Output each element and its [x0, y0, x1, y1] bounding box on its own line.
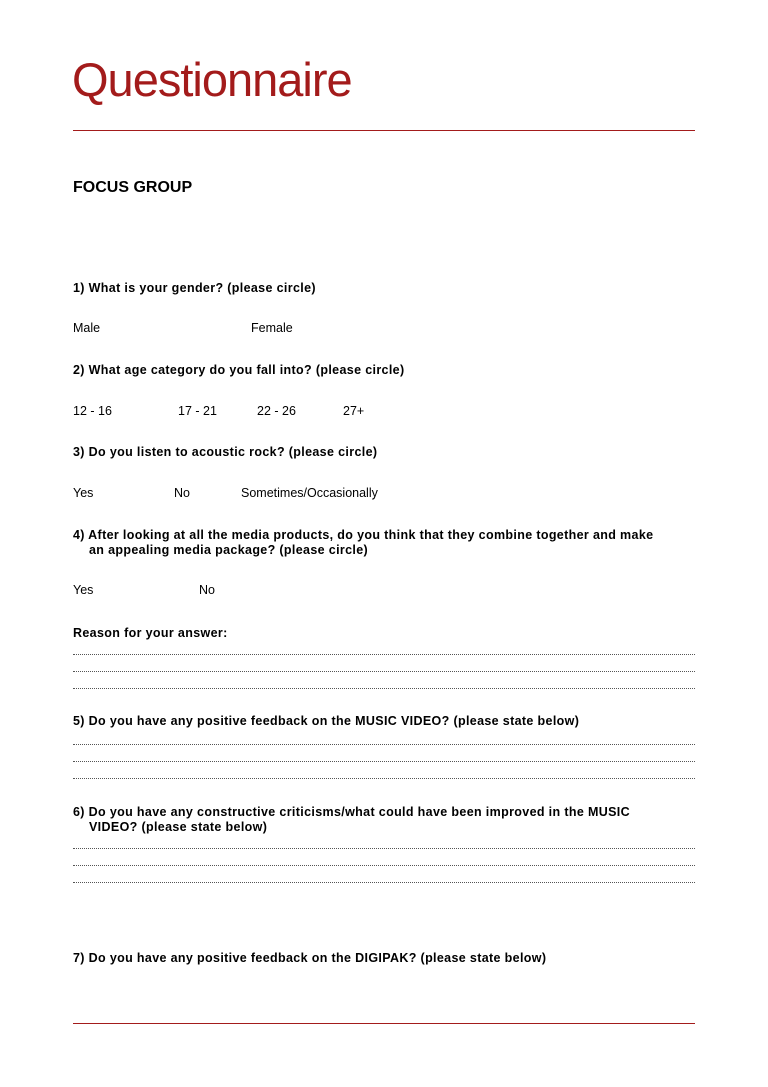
answer-line[interactable] — [73, 680, 695, 689]
footer-divider — [73, 1023, 695, 1024]
answer-line[interactable] — [73, 646, 695, 655]
q4-option-no[interactable]: No — [199, 583, 215, 597]
q3-option-no[interactable]: No — [174, 486, 190, 500]
question-4-line-2: an appealing media package? (please circle) — [89, 543, 369, 557]
question-6-line-1: 6) Do you have any constructive criticisms/what could have been improved in the MUSIC — [73, 805, 630, 819]
question-4-line-1: 4) After looking at all the media products, do you think that they combine together and make — [73, 528, 654, 542]
header-divider — [73, 130, 695, 131]
question-4 — [73, 528, 699, 558]
answer-line[interactable] — [73, 770, 695, 779]
question-1: 1) What is your gender? (please circle) — [73, 281, 316, 295]
question-5: 5) Do you have any positive feedback on the MUSIC VIDEO? (please state below) — [73, 714, 580, 728]
q1-option-female[interactable]: Female — [251, 321, 293, 335]
q2-option-12-16[interactable]: 12 - 16 — [73, 404, 112, 418]
q3-option-sometimes[interactable]: Sometimes/Occasionally — [241, 486, 378, 500]
question-6-line-2: VIDEO? (please state below) — [89, 820, 268, 834]
q2-option-17-21[interactable]: 17 - 21 — [178, 404, 217, 418]
q1-option-male[interactable]: Male — [73, 321, 101, 335]
question-7: 7) Do you have any positive feedback on the DIGIPAK? (please state below) — [73, 951, 547, 965]
answer-line[interactable] — [73, 857, 695, 866]
page-title: Questionnaire — [72, 53, 352, 106]
q4-option-yes[interactable]: Yes — [73, 583, 94, 597]
question-3: 3) Do you listen to acoustic rock? (please circle) — [73, 445, 378, 459]
answer-line[interactable] — [73, 753, 695, 762]
reason-label: Reason for your answer: — [73, 626, 228, 640]
answer-line[interactable] — [73, 874, 695, 883]
question-6 — [73, 805, 699, 835]
answer-line[interactable] — [73, 736, 695, 745]
question-2: 2) What age category do you fall into? (please circle) — [73, 363, 405, 377]
q3-option-yes[interactable]: Yes — [73, 486, 94, 500]
answer-line[interactable] — [73, 840, 695, 849]
answer-line[interactable] — [73, 663, 695, 672]
q2-option-22-26[interactable]: 22 - 26 — [257, 404, 296, 418]
q2-option-27-plus[interactable]: 27+ — [343, 404, 365, 418]
section-subtitle: FOCUS GROUP — [73, 179, 193, 196]
